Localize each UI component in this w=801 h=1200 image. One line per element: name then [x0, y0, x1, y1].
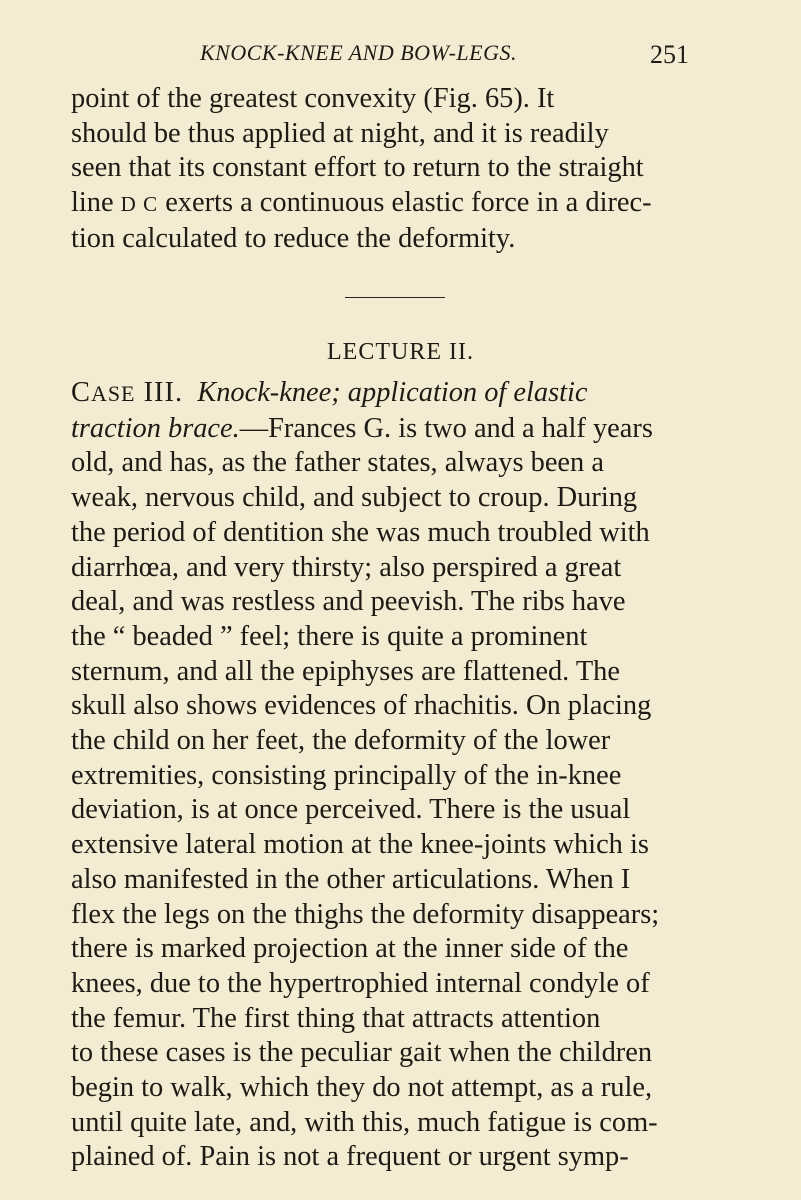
text-line: knees, due to the hypertrophied internal condyle of [71, 967, 650, 999]
text-line: should be thus applied at night, and it is readily [71, 117, 609, 149]
text-line: old, and has, as the father states, always been a [71, 447, 604, 479]
text-line: there is marked projection at the inner side of the [71, 933, 629, 965]
case-label [71, 377, 183, 408]
text-line [71, 186, 731, 222]
text-line: deal, and was restless and peevish. The ribs have [71, 586, 626, 618]
text-line: the period of dentition she was much troubled with [71, 516, 650, 548]
text-line: also manifested in the other articulations. When I [71, 863, 631, 895]
text-line: the “ beaded ” feel; there is quite a prominent [71, 620, 588, 652]
text-line: extremities, consisting principally of the in-knee [71, 759, 622, 791]
running-head: KNOCK-KNEE AND BOW-LEGS. [200, 40, 517, 65]
text-line: tion calculated to reduce the deformity. [71, 222, 516, 254]
small-caps-label: D C [120, 192, 159, 217]
case-title: Knock-knee; application of elastic [197, 377, 588, 408]
text-line: weak, nervous child, and subject to croup. During [71, 482, 638, 514]
page-number: 251 [650, 40, 689, 69]
text-line [71, 376, 731, 412]
text-line: to these cases is the peculiar gait when the children [71, 1037, 653, 1069]
text-segment: —Frances G. is two and a half years [239, 412, 653, 444]
text-line: point of the greatest convexity (Fig. 65). It [71, 83, 555, 114]
text-line: flex the legs on the thighs the deformity disappears; [71, 898, 660, 930]
text-line: the femur. The first thing that attracts attention [71, 1002, 601, 1034]
section-divider [345, 297, 445, 298]
case-label-initial: C [71, 377, 91, 408]
paragraph-continued [71, 82, 731, 257]
case-label-numeral: III. [135, 377, 184, 408]
text-line: begin to walk, which they do not attempt, as a rule, [71, 1072, 653, 1104]
text-line: extensive lateral motion at the knee-joints which is [71, 829, 649, 861]
text-segment: line [71, 187, 121, 219]
text-line: sternum, and all the epiphyses are flattened. The [71, 655, 620, 687]
case-paragraph [71, 376, 731, 1175]
text-segment: exerts a continuous elastic force in a direc- [158, 187, 652, 219]
case-label-rest: ASE [90, 381, 136, 406]
section-heading: LECTURE II. [327, 339, 474, 365]
text-line: plained of. Pain is not a frequent or urgent symp- [71, 1141, 629, 1173]
text-line: deviation, is at once perceived. There is the usual [71, 794, 631, 826]
text-line: diarrhœa, and very thirsty; also perspired a great [71, 551, 622, 583]
text-line [71, 412, 731, 447]
text-line: skull also shows evidences of rhachitis. On placing [71, 690, 652, 722]
text-line: the child on her feet, the deformity of the lower [71, 725, 611, 757]
case-title-end: traction brace. [71, 412, 240, 444]
text-line: seen that its constant effort to return to the straight [71, 152, 644, 184]
text-line: until quite late, and, with this, much fatigue is com- [71, 1106, 658, 1138]
